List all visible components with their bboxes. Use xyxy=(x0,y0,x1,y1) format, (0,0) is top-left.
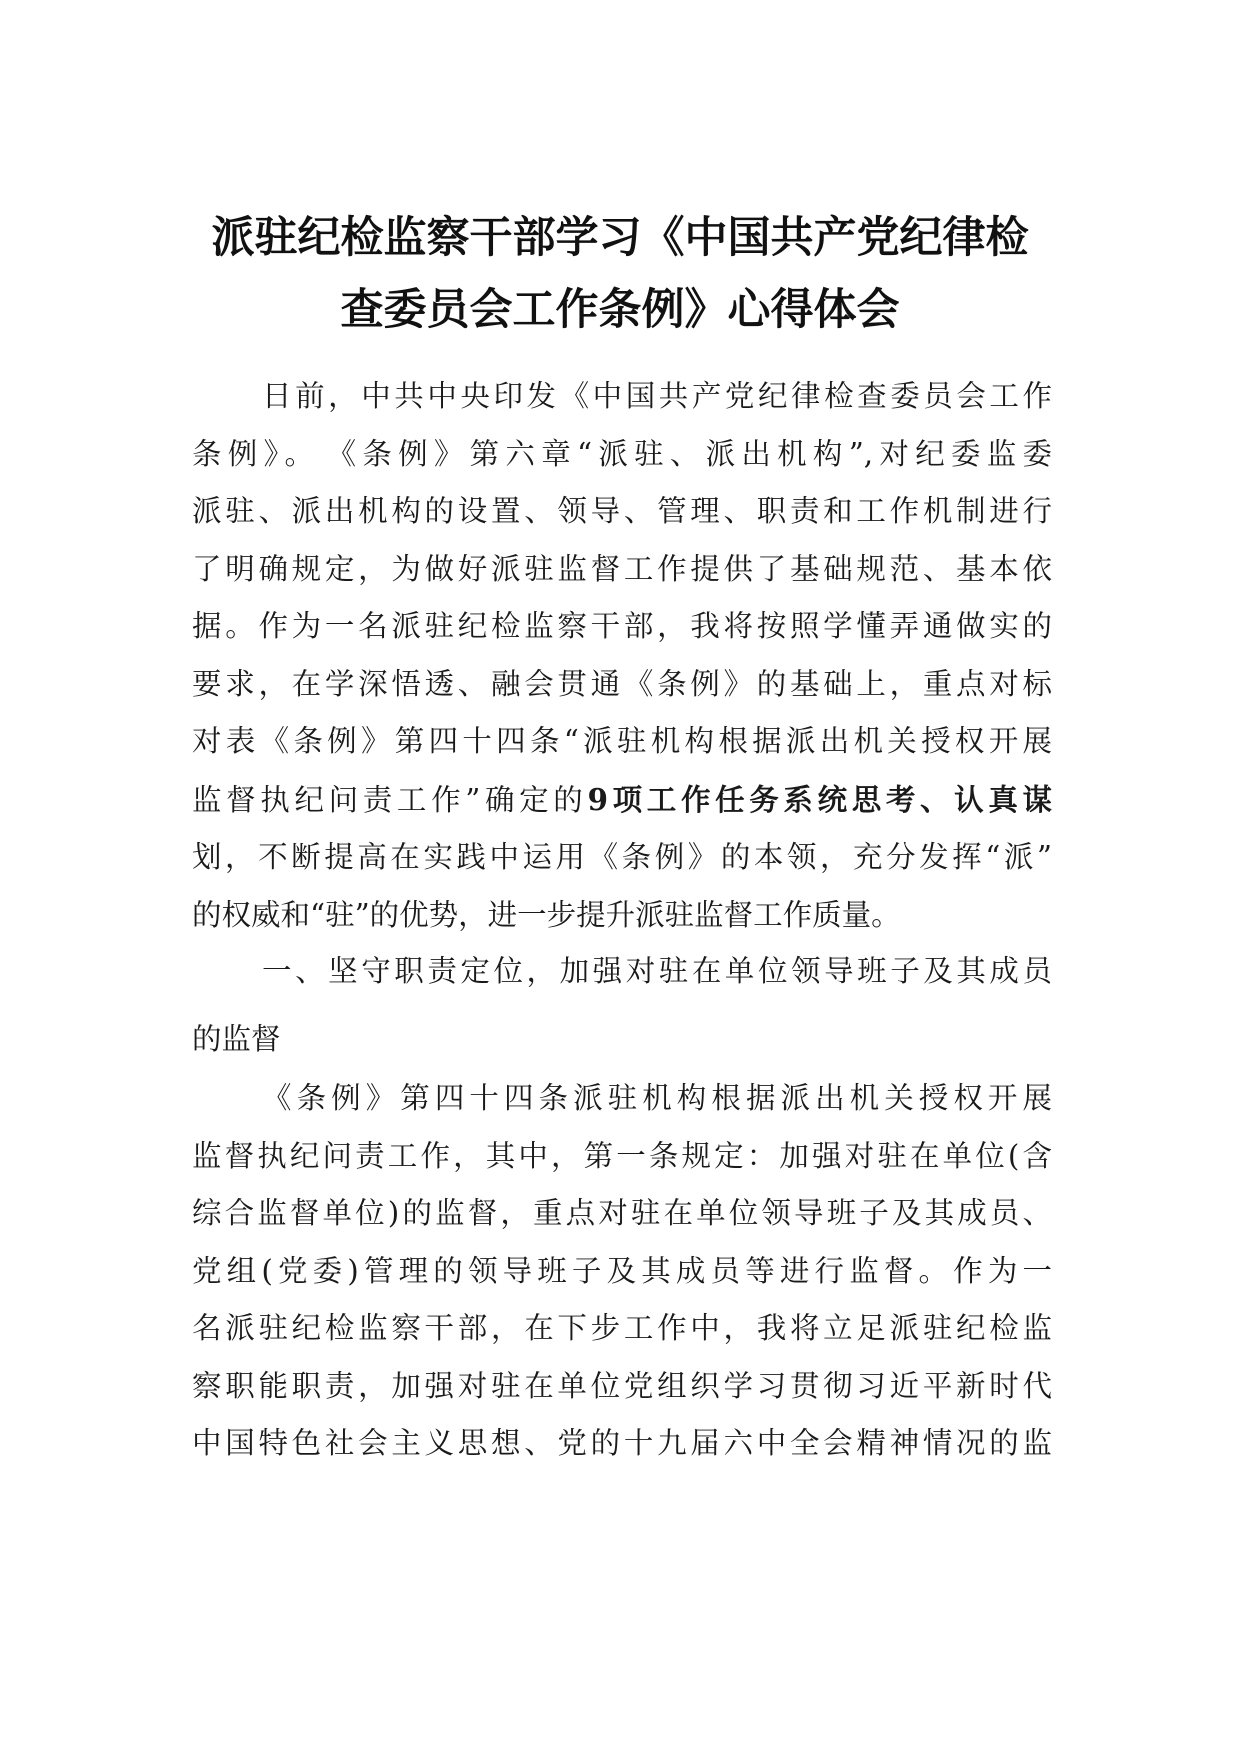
paragraph-line: 条例》。 《条例》第六章“派驻、派出机构”,对纪委监委 xyxy=(192,436,1052,471)
title-line-1: 派驻纪检监察干部学习《中国共产党纪律检 xyxy=(211,213,1029,263)
heading-line: 一、坚守职责定位，加强对驻在单位领导班子及其成员 xyxy=(262,954,1052,988)
paragraph-line: 党组(党委)管理的领导班子及其成员等进行监督。作为一 xyxy=(192,1253,1052,1288)
paragraph-line: 对表《条例》第四十四条“派驻机构根据派出机关授权开展 xyxy=(192,724,1052,758)
title-line-2: 查委员会工作条例》心得体会 xyxy=(340,285,900,335)
paragraph-section-1 xyxy=(192,1070,1052,1473)
paragraph-line: 的权威和“驻”的优势，进一步提升派驻监督工作质量。 xyxy=(192,897,901,932)
paragraph-line-part: 监督执纪问责工作”确定的 xyxy=(192,782,588,817)
paragraph-line: 要求，在学深悟透、融会贯通《条例》的基础上，重点对标 xyxy=(192,666,1052,701)
paragraph-line: 名派驻纪检监察干部，在下步工作中，我将立足派驻纪检监 xyxy=(192,1311,1052,1345)
paragraph-line: 日前，中共中央印发《中国共产党纪律检查委员会工作 xyxy=(262,379,1052,413)
paragraph-line: 察职能职责，加强对驻在单位党组织学习贯彻习近平新时代 xyxy=(192,1368,1052,1403)
paragraph-line: 综合监督单位)的监督，重点对驻在单位领导班子及其成员、 xyxy=(192,1196,1052,1230)
document-title xyxy=(150,202,1090,346)
paragraph-line: 划，不断提高在实践中运用《条例》的本领，充分发挥“派” xyxy=(192,840,1052,874)
paragraph-line: 据。作为一名派驻纪检监察干部，我将按照学懂弄通做实的 xyxy=(192,609,1052,643)
bold-emphasis-text: 9项工作任务系统思考、认真谋 xyxy=(587,781,1052,817)
section-heading-1 xyxy=(192,943,1052,1068)
paragraph-intro xyxy=(192,368,1052,944)
paragraph-line: 派驻、派出机构的设置、领导、管理、职责和工作机制进行 xyxy=(192,494,1052,528)
heading-line: 的监督 xyxy=(192,1021,281,1056)
paragraph-line: 监督执纪问责工作，其中，第一条规定：加强对驻在单位(含 xyxy=(192,1138,1052,1173)
paragraph-line: 中国特色社会主义思想、党的十九届六中全会精神情况的监 xyxy=(192,1426,1052,1460)
paragraph-line-mixed xyxy=(192,771,1052,830)
paragraph-line: 《条例》第四十四条派驻机构根据派出机关授权开展 xyxy=(262,1081,1052,1115)
paragraph-line: 了明确规定，为做好派驻监督工作提供了基础规范、基本依 xyxy=(192,551,1052,586)
